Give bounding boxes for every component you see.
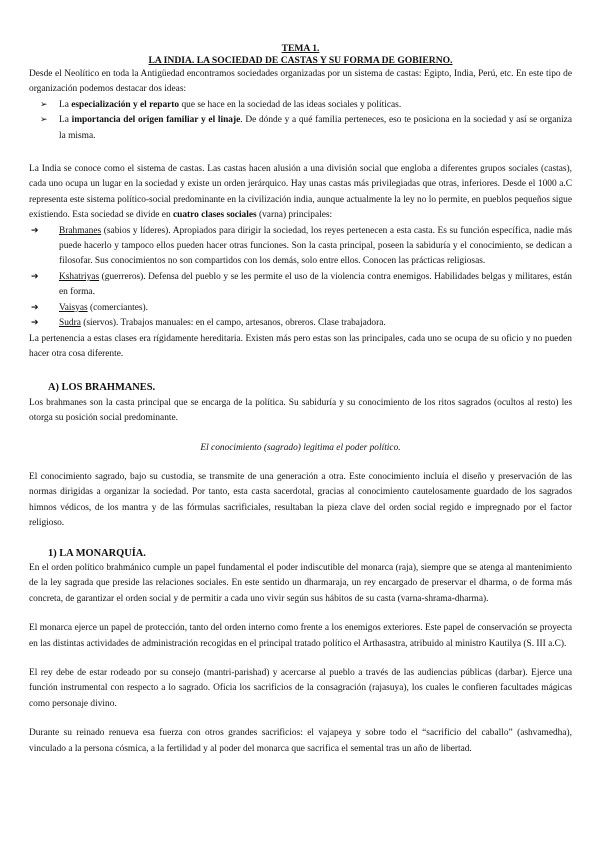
idea-item-2 bbox=[29, 113, 572, 144]
arrow-bullet-icon: ➔ bbox=[31, 302, 39, 313]
caste-item-sudra bbox=[29, 316, 572, 331]
caste-name: Brahmanes bbox=[59, 225, 102, 236]
caste-item-kshatriyas bbox=[29, 270, 572, 301]
arrow-bullet-icon: ➔ bbox=[31, 225, 39, 236]
monarquia-paragraph-3: El rey debe de estar rodeado por su consejo (mantri-parishad) y acercarse al pueblo a través de las audiencias públicas (darbar). Ejerce una función instrumental con respecto a lo sagrado. Oficia los sacrificios de la consagración (rajasuya), los cuales le confieren facultades mágicas como personaje divino. bbox=[29, 668, 572, 709]
hereditary-paragraph: La pertenencia a estas clases era rígidamente hereditaria. Existen más pero estas son las principales, cada uno se ocupa de su oficio y no pueden hacer otra cosa diferente. bbox=[29, 333, 572, 359]
caste-name: Kshatriyas bbox=[59, 271, 100, 282]
triangle-bullet-icon: ➢ bbox=[40, 115, 48, 126]
tema-label: TEMA 1. bbox=[281, 43, 320, 54]
intro-paragraph: Desde el Neolítico en toda la Antigüedad encontramos sociedades organizadas por un sistema de castas: Egipto, India, Perú, etc. En este tipo de organización podemos destacar dos ideas: bbox=[29, 69, 572, 95]
caste-item-vaisyas bbox=[29, 301, 572, 316]
idea-1-pre: La bbox=[59, 99, 72, 110]
caste-text: (sabios y líderes). Apropiados para dirigir la sociedad, los reyes pertenecen a esta casta. Es su función específica, nadie más puede hacerlo y tampoco ellos pueden hacer otras funciones. Son la casta principal, poseen la sabiduría y el conocimiento, se dedican a filosofar. Sus conocimientos no son compartidos con los demás, solo entre ellos. Conocen las prácticas religiosas. bbox=[59, 225, 572, 267]
monarquia-paragraph-4: Durante su reinado renueva esa fuerza con otros grandes sacrificios: el vajapeya y sobre todo el “sacrificio del caballo” (ashvamedha), vinculado a la persona cósmica, a la fertilidad y al poder del monarca que sacrifica el semental tras un año de libertad. bbox=[29, 728, 572, 754]
caste-name: Vaisyas bbox=[59, 302, 88, 313]
india-text-b: (varna) principales: bbox=[256, 210, 333, 221]
idea-item-1 bbox=[29, 98, 572, 113]
caste-text: (comerciantes). bbox=[87, 302, 149, 313]
idea-2-pre: La bbox=[59, 115, 72, 126]
monarquia-paragraph-2: El monarca ejerce un papel de protección, tanto del orden interno como frente a los enemigos exteriores. Este papel de conservación se proyecta en las distintas actividades de administración recogidas en el principal tratado político el Arthasastra, atribuido al ministro Kautilya (S. III a.C). bbox=[29, 623, 572, 649]
brahmanes-paragraph-1: Los brahmanes son la casta principal que se encarga de la política. Su sabiduría y su conocimiento de los ritos sagrados (ocultos al resto) les otorga su posición social predominante. bbox=[29, 397, 572, 424]
triangle-bullet-icon: ➢ bbox=[40, 99, 48, 110]
india-text-a: La India se conoce como el sistema de castas. Las castas hacen alusión a una división social que engloba a diferentes grupos sociales (castas), cada uno ocupa un lugar en la sociedad y existe un orden jerárquico. Hay unas castas más privilegiadas que otras, inferiores. Desde el 1000 a.C representa este sistema político-social predominante en la civilización india, aunque actualmente la ley no lo permite, en pueblos pequeños sigue existiendo. Esta sociedad se divide en bbox=[29, 164, 572, 221]
quote-text: El conocimiento (sagrado) legitima el poder político. bbox=[200, 442, 401, 453]
idea-2-bold: importancia del origen familiar y el linaje bbox=[71, 115, 241, 126]
caste-item-brahmanes bbox=[29, 224, 572, 270]
caste-text: (siervos). Trabajos manuales: en el campo, artesanos, obreros. Clase trabajadora. bbox=[80, 318, 386, 329]
india-paragraph bbox=[29, 162, 572, 224]
arrow-bullet-icon: ➔ bbox=[31, 318, 39, 329]
idea-1-post: que se hace en la sociedad de las ideas sociales y políticas. bbox=[179, 99, 402, 110]
india-text-bold: cuatro clases sociales bbox=[172, 210, 257, 221]
arrow-bullet-icon: ➔ bbox=[31, 271, 39, 282]
brahmanes-paragraph-2: El conocimiento sagrado, bajo su custodia, se transmite de una generación a otra. Este conocimiento incluía el diseño y preservación de las normas dirigidas a organizar la sociedad. Por tanto, esta casta sacerdotal, gracias al conocimiento cautelosamente guardado de los sagrados himnos védicos, de los mantra y de las fórmulas sacrificiales, resultaban la pieza clave del orden social regido e impregnado por el factor religioso. bbox=[29, 471, 572, 529]
idea-2-post: . De dónde y a qué familia perteneces, eso te posiciona en la sociedad y así se organiza la misma. bbox=[59, 115, 572, 141]
caste-text: (guerreros). Defensa del pueblo y se les permite el uso de la violencia contra enemigos. Habilidades belgas y militares, están en forma. bbox=[59, 271, 572, 298]
monarquia-paragraph-1: En el orden político brahmánico cumple un papel fundamental el poder indiscutible del monarca (raja), siempre que se atenga al mantenimiento de la ley sagrada que preside las relaciones sociales. En este sentido un dharmaraja, un rey encargado de preservar el dharma, o de forma más concreta, de garantizar el orden social y de permitir a cada uno vivir según sus hábitos de su casta (varna-shrama-dharma). bbox=[29, 562, 572, 604]
document-title: LA INDIA. LA SOCIEDAD DE CASTAS Y SU FORMA DE GOBIERNO. bbox=[148, 55, 453, 66]
section-heading-brahmanes: A) LOS BRAHMANES. bbox=[48, 382, 156, 394]
idea-1-bold: especialización y el reparto bbox=[71, 99, 180, 110]
caste-name: Sudra bbox=[59, 318, 81, 329]
section-heading-monarquia: 1) LA MONARQUÍA. bbox=[48, 547, 146, 559]
